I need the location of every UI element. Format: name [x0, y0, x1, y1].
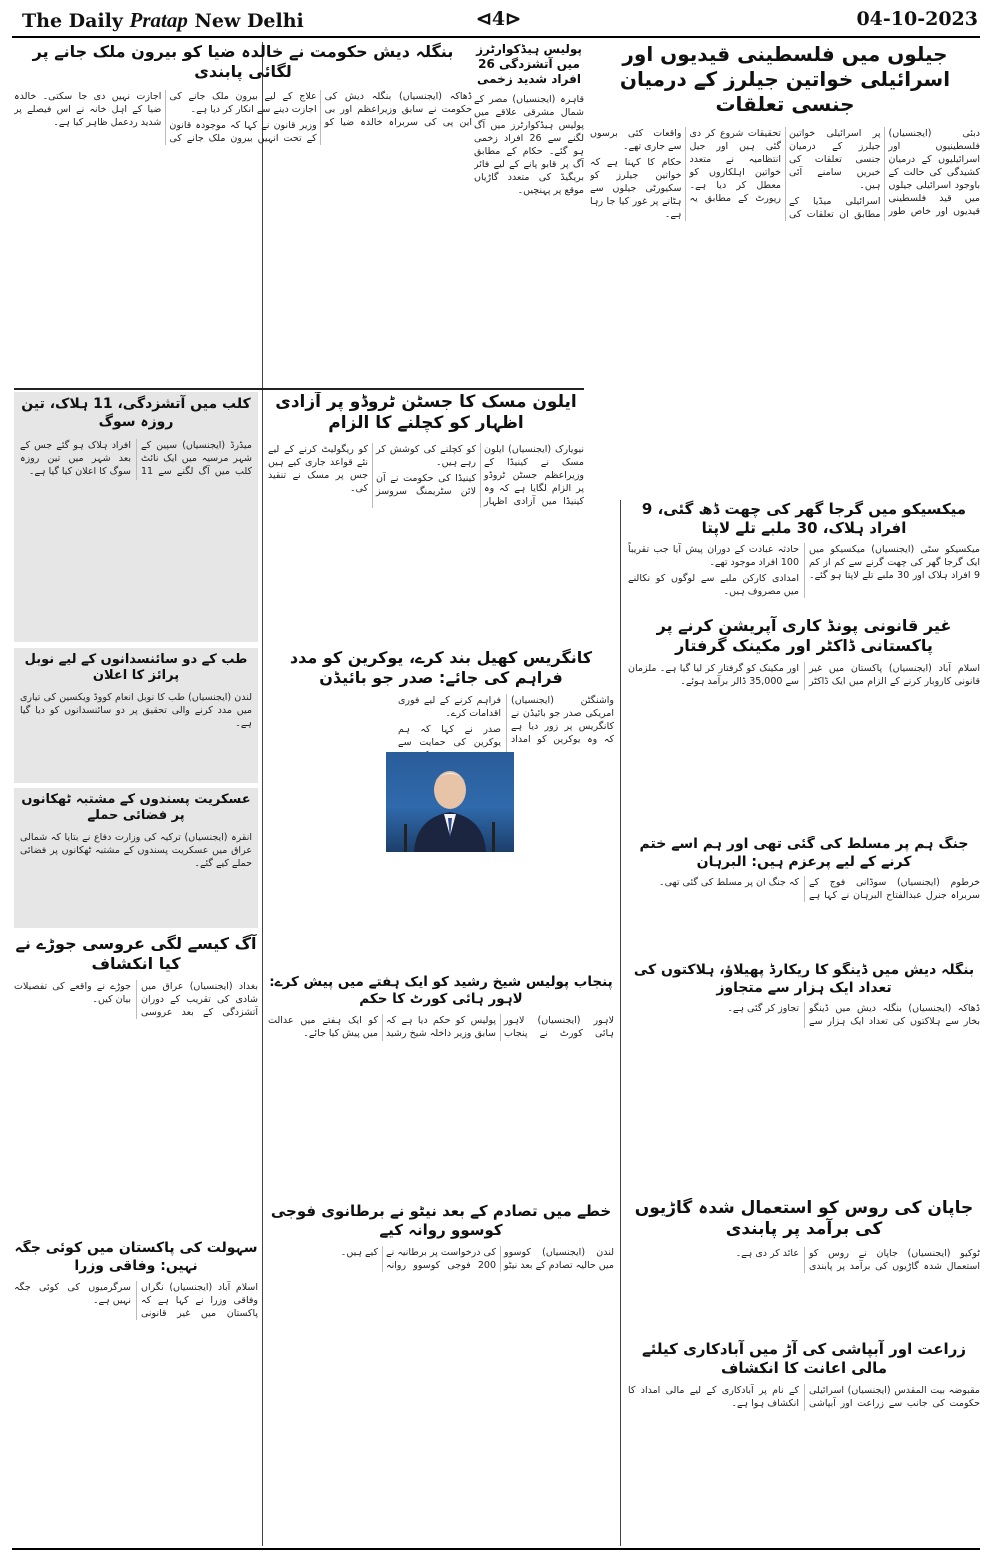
headline: سہولت کی پاکستان میں کوئی جگہ نہیں: وفاقی وزرا — [14, 1240, 258, 1274]
article-body: انقرہ (ایجنسیاں) ترکیہ کی وزارت دفاع نے بتایا کہ شمالی عراق میں عسکریت پسندوں کے مشتبہ ٹھکانوں پر فضائی حملے کیے گئے۔ — [20, 831, 252, 869]
article-body: قاہرہ (ایجنسیاں) مصر کے شمال مشرقی علاقے میں پولیس ہیڈکوارٹرز میں آگ لگنے سے 26 افراد زخمی ہو گئے۔ حکام کے مطابق آگ پر قابو پانے کے لیے فائر بریگیڈ کی متعدد گاڑیاں موقع پر پہنچیں۔ — [474, 94, 584, 196]
headline: جنگ ہم پر مسلط کی گئی تھی اور ہم اسے ختم کرنے کے لیے پرعزم ہیں: البرہان — [639, 836, 969, 870]
bottom-rule — [12, 1548, 980, 1550]
headline: غیر قانونی پونڈ کاری آپریشن کرنے پر پاکستانی ڈاکٹر اور مکینک گرفتار — [656, 616, 952, 655]
paper-title: The Daily Pratap New Delhi — [22, 8, 304, 32]
headline: خطے میں تصادم کے بعد نیٹو نے برطانوی فوجی کوسوو روانہ کیے — [270, 1202, 612, 1239]
headline: میکسیکو میں گرجا گھر کی چھت ڈھ گئی، 9 افراد ہلاک، 30 ملبے تلے لاپتا — [641, 500, 967, 537]
headline: ایلون مسک کا جسٹن ٹروڈو پر آزادی اظہار کو کچلنے کا الزام — [275, 392, 577, 434]
headline: زراعت اور آبپاشی کی آڑ میں آبادکاری کیلئے مالی اعانت کا انکشاف — [642, 1340, 966, 1377]
article-agri — [628, 1340, 980, 1544]
headline: کلب میں آتشزدگی، 11 ہلاک، تین روزہ سوگ — [21, 396, 251, 430]
article-bangladesh — [14, 42, 472, 384]
article-body: مقبوضہ بیت المقدس (ایجنسیاں) اسرائیلی حکومت کی جانب سے زراعت اور آبپاشی کے نام پر آبادکاری کے لیے مالی امداد کا انکشاف ہوا ہے۔ — [628, 1384, 980, 1409]
article-mexico — [628, 500, 980, 610]
article-prisoners — [590, 42, 980, 497]
headline: بنگلہ دیش حکومت نے خالدہ ضیا کو بیرون ملک جانے پر لگائی پابندی — [32, 42, 454, 81]
biden-photo — [386, 752, 514, 852]
article-japan — [628, 1198, 980, 1333]
article-body: واشنگٹن (ایجنسیاں) امریکی صدر جو بائیڈن نے کانگریس پر زور دیا ہے کہ وہ یوکرین کو امداد فراہم کرنے کے لیے فوری اقدامات کرے۔ صدر نے کہا کہ ہم یوکرین کی حمایت سے — [398, 695, 614, 748]
headline: پولیس ہیڈکوارٹرز میں آتشزدگی 26 افراد شدید زخمی — [476, 42, 582, 86]
article-body: خرطوم (ایجنسیاں) سوڈانی فوج کے سربراہ جنرل عبدالفتاح البرہان نے کہا ہے کہ جنگ ان پر مسلط کی گئی تھی۔ — [659, 877, 980, 901]
headline: بنگلہ دیش میں ڈینگو کا ریکارڈ پھیلاؤ، ہلاکتوں کی تعداد ایک ہزار سے متجاوز — [633, 962, 975, 996]
article-body: اسلام آباد (ایجنسیاں) پاکستان میں غیر قانونی کاروبار کرنے کے الزام میں ایک ڈاکٹر اور مکینک کو گرفتار کر لیا گیا ہے۔ ملزمان سے 35,000 ڈالر برآمد ہوئے۔ — [628, 663, 980, 687]
article-body: لندن (ایجنسیاں) طب کا نوبل انعام کووڈ ویکسین کی تیاری میں مدد کرنے والی تحقیق پر دو سائنسدانوں کو دیا گیا ہے۔ — [20, 691, 252, 729]
article-burhan — [628, 836, 980, 956]
article-uk-troops — [268, 1202, 614, 1544]
article-elon — [268, 392, 584, 642]
article-wedding — [14, 934, 258, 1234]
headline: طب کے دو سائنسدانوں کے لیے نوبل پرائز کا اعلان — [24, 652, 248, 684]
headline: پنجاب پولیس شیخ رشید کو ایک ہفتے میں پیش کرے: لاہور ہائی کورٹ کا حکم — [269, 974, 613, 1007]
article-body: اسلام آباد (ایجنسیاں) نگراں وفاقی وزرا نے کہا ہے کہ پاکستان میں غیر قانونی سرگرمیوں کی کوئی جگہ نہیں ہے۔ — [14, 1282, 258, 1319]
article-police-hq — [474, 42, 584, 384]
article-body: ٹوکیو (ایجنسیاں) جاپان نے روس کو استعمال شدہ گاڑیوں کی برآمد پر پابندی عائد کر دی ہے۔ — [735, 1247, 980, 1272]
article-pakistan2 — [14, 1240, 258, 1544]
lead-headline: جیلوں میں فلسطینی قیدیوں اور اسرائیلی خواتین جیلرز کے درمیان جنسی تعلقات — [619, 42, 951, 116]
masthead — [0, 0, 992, 38]
headline: آگ کیسے لگی عروسی جوڑے نے کیا انکشاف — [15, 934, 257, 973]
portrait-image — [386, 752, 514, 852]
article-body: میکسیکو سٹی (ایجنسیاں) میکسیکو میں ایک گرجا گھر کی چھت گرنے سے کم از کم 9 افراد ہلاک اور 30 ملبے تلے لاپتا ہو گئے۔ حادثہ عبادت کے دوران پیش آیا جب تقریباً 100 افراد موجود تھے۔ امدادی کارکن ملبے سے لوگوں کو نکالنے میں مصروف ہیں۔ — [628, 543, 980, 597]
headline: جاپان کی روس کو استعمال شدہ گاڑیوں کی برآمد پر پابندی — [634, 1198, 974, 1240]
section-rule — [14, 388, 584, 390]
article-body: بغداد (ایجنسیاں) عراق میں شادی کی تقریب کے دوران آتشزدگی کے بعد عروسی جوڑے نے واقعے کی تفصیلات بیان کیں۔ — [14, 981, 258, 1018]
article-fire-club — [14, 392, 258, 642]
article-body: لاہور (ایجنسیاں) لاہور ہائی کورٹ نے پنجاب پولیس کو حکم دیا ہے کہ سابق وزیر داخلہ شیخ رشید کو ایک ہفتے میں عدالت میں پیش کیا جائے۔ — [268, 1014, 614, 1039]
article-body: میڈرڈ (ایجنسیاں) سپین کے شہر مرسیہ میں ایک نائٹ کلب میں آگ لگنے سے 11 افراد ہلاک ہو گئے جس کے بعد شہر میں تین روزہ سوگ کا اعلان کیا گیا ہے۔ — [20, 440, 252, 477]
headline: کانگریس کھیل بند کرے، یوکرین کو مدد فراہم کی جائے: صدر جو بائیڈن — [289, 648, 593, 687]
article-body: ڈھاکہ (ایجنسیاں) بنگلہ دیش میں ڈینگو بخار سے ہلاکتوں کی تعداد ایک ہزار سے تجاوز کر گئی ہے۔ — [727, 1003, 980, 1027]
article-dengue — [628, 962, 980, 1192]
article-pakistan — [628, 616, 980, 831]
headline: عسکریت پسندوں کے مشتبہ ٹھکانوں پر فضائی حملے — [21, 792, 251, 824]
article-body: ڈھاکہ (ایجنسیاں) بنگلہ دیش کی حکومت نے سابق وزیراعظم اور بی این پی کی سربراہ خالدہ ضیا کو علاج کے لیے بیرون ملک جانے کی اجازت دینے سے انکار کر دیا ہے۔ وزیر قانون نے کہا کہ موجودہ قانون کے تحت انہیں بیرون ملک جانے کی اجازت نہیں دی جا سکتی۔ خالدہ ضیا کے اہل خانہ نے اس فیصلے پر شدید ردعمل ظاہر کیا ہے۔ — [14, 91, 472, 144]
article-body: نیویارک (ایجنسیاں) ایلون مسک نے کینیڈا کے وزیراعظم جسٹن ٹروڈو پر الزام لگایا ہے کہ وہ کینیڈا میں آزادی اظہار کو کچلنے کی کوشش کر رہے ہیں۔ کینیڈا کی حکومت نے آن لائن سٹریمنگ سروسز کو ریگولیٹ کرنے کے لیے نئے قواعد جاری کیے ہیں جس پر مسک نے تنقید کی۔ — [268, 443, 584, 507]
page-number: ⊲4⊳ — [476, 8, 522, 30]
article-military — [14, 788, 258, 928]
issue-date: 04-10-2023 — [856, 8, 978, 30]
article-body: دبئی (ایجنسیاں) فلسطینیوں اور اسرائیلیوں کے درمیان کشیدگی کی حالت کے باوجود اسرائیلی جیلوں میں قید فلسطینی قیدیوں اور خاص طور پر اسرائیلی خواتین جیلرز کے درمیان جنسی تعلقات کی خبریں سامنے آئی ہیں۔ اسرائیلی میڈیا کے مطابق ان تعلقات کی تحقیقات شروع کر دی گئی ہیں اور جیل انتظامیہ نے متعدد خواتین اہلکاروں کو معطل کر دیا ہے۔ رپورٹ کے مطابق یہ واقعات کئی برسوں سے جاری تھے۔ حکام کا کہنا ہے کہ خواتین جیلرز کو سکیورٹی جیلوں سے ہٹانے پر غور کیا جا رہا ہے۔ — [590, 128, 980, 220]
column-divider — [620, 500, 621, 1546]
article-body: لندن (ایجنسیاں) کوسوو میں حالیہ تصادم کے بعد نیٹو کی درخواست پر برطانیہ نے 200 فوجی کوسوو روانہ کیے ہیں۔ — [340, 1246, 614, 1271]
top-rule — [12, 36, 980, 38]
article-punjab — [268, 974, 614, 1196]
article-nobel — [14, 648, 258, 783]
